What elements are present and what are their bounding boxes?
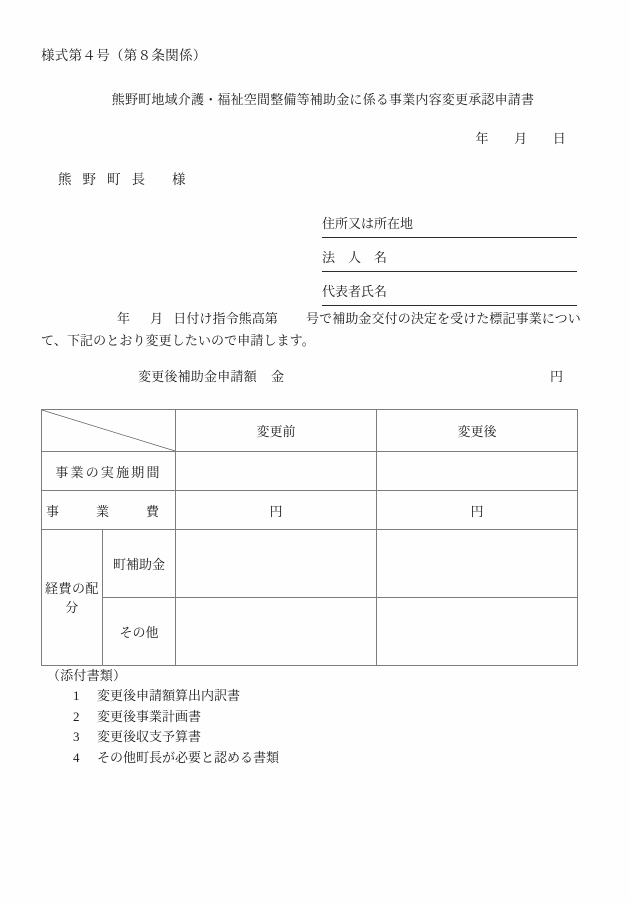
town-subsidy-before-cell[interactable] — [176, 530, 377, 598]
period-before-cell[interactable] — [176, 452, 377, 491]
date-year-label: 年 — [475, 131, 489, 146]
town-subsidy-after-cell[interactable] — [377, 530, 578, 598]
cost-allocation-label-line1: 経費の配 — [44, 580, 99, 596]
attachment-label: 変更後事業計画書 — [97, 708, 202, 724]
date-month-label: 月 — [514, 131, 528, 146]
attachments-list — [47, 686, 279, 768]
applicant-corporation-label: 法 人 名 — [322, 250, 388, 265]
attachment-number: 2 — [73, 708, 80, 724]
attachment-label: 変更後収支予算書 — [97, 729, 202, 744]
row-label-period: 事業の実施期間 — [42, 452, 176, 491]
applicant-block — [322, 212, 577, 306]
addressee-honorific: 様 — [172, 172, 186, 187]
amount-kin-marker: 金 — [271, 369, 285, 384]
table-header-after: 変更後 — [377, 410, 578, 452]
submission-date-line — [464, 128, 577, 147]
table-header-row — [42, 410, 578, 452]
other-after-cell[interactable] — [377, 598, 578, 666]
attachments-title: （添付書類） — [47, 668, 127, 683]
applicant-representative-label: 代表者氏名 — [322, 284, 388, 299]
table-header-before: 変更前 — [176, 410, 377, 452]
attachment-label: その他町長が必要と認める書類 — [97, 749, 280, 765]
addressee-line — [58, 168, 186, 188]
body-month-label: 月 — [150, 311, 164, 326]
amount-yen-unit: 円 — [549, 369, 563, 384]
other-before-cell[interactable] — [176, 598, 377, 666]
applicant-representative-field[interactable] — [322, 280, 577, 306]
table-corner-diagonal-cell — [42, 410, 176, 452]
period-after-cell[interactable] — [377, 452, 578, 491]
addressee-title: 熊野町長 — [58, 172, 156, 187]
attachment-label: 変更後申請額算出内訳書 — [97, 688, 241, 703]
body-year-label: 年 — [117, 311, 131, 326]
change-comparison-table — [41, 409, 578, 666]
applicant-address-label: 住所又は所在地 — [322, 216, 414, 231]
requested-amount-line — [138, 366, 563, 385]
body-text-part2: 号で補助金交付の決定を受けた標記事業について、下記のとおり変更したいので申請します。 — [41, 311, 581, 348]
attachment-number: 3 — [73, 729, 80, 744]
amount-label: 変更後補助金申請額 — [138, 369, 257, 384]
attachment-number: 4 — [73, 749, 80, 765]
table-row-other — [42, 598, 578, 666]
document-title: 熊野町地域介護・福祉空間整備等補助金に係る事業内容変更承認申請書 — [111, 92, 535, 107]
table-row-town-subsidy — [42, 530, 578, 598]
form-number: 様式第４号（第８条関係） — [41, 48, 207, 63]
sub-label-town-subsidy: 町補助金 — [103, 530, 176, 598]
attachment-item — [47, 748, 279, 769]
table-row-period — [42, 452, 578, 491]
row-label-cost-allocation — [42, 530, 103, 666]
body-text-part1: 日付け指令熊高第 — [173, 311, 279, 326]
applicant-address-field[interactable] — [322, 212, 577, 238]
attachments-section — [47, 666, 279, 768]
attachment-item — [47, 707, 279, 728]
project-cost-before-cell[interactable]: 円 — [176, 491, 377, 530]
sub-label-other: その他 — [103, 598, 176, 666]
attachment-item — [47, 727, 279, 748]
cost-allocation-label-line2: 分 — [65, 599, 79, 615]
date-day-label: 日 — [552, 131, 566, 146]
project-cost-after-cell[interactable]: 円 — [377, 491, 578, 530]
body-paragraph — [41, 308, 584, 352]
attachment-number: 1 — [73, 688, 80, 703]
row-label-project-cost: 事 業 費 — [42, 491, 176, 530]
attachment-item — [47, 686, 279, 707]
table-row-project-cost — [42, 491, 578, 530]
applicant-corporation-field[interactable] — [322, 246, 577, 272]
